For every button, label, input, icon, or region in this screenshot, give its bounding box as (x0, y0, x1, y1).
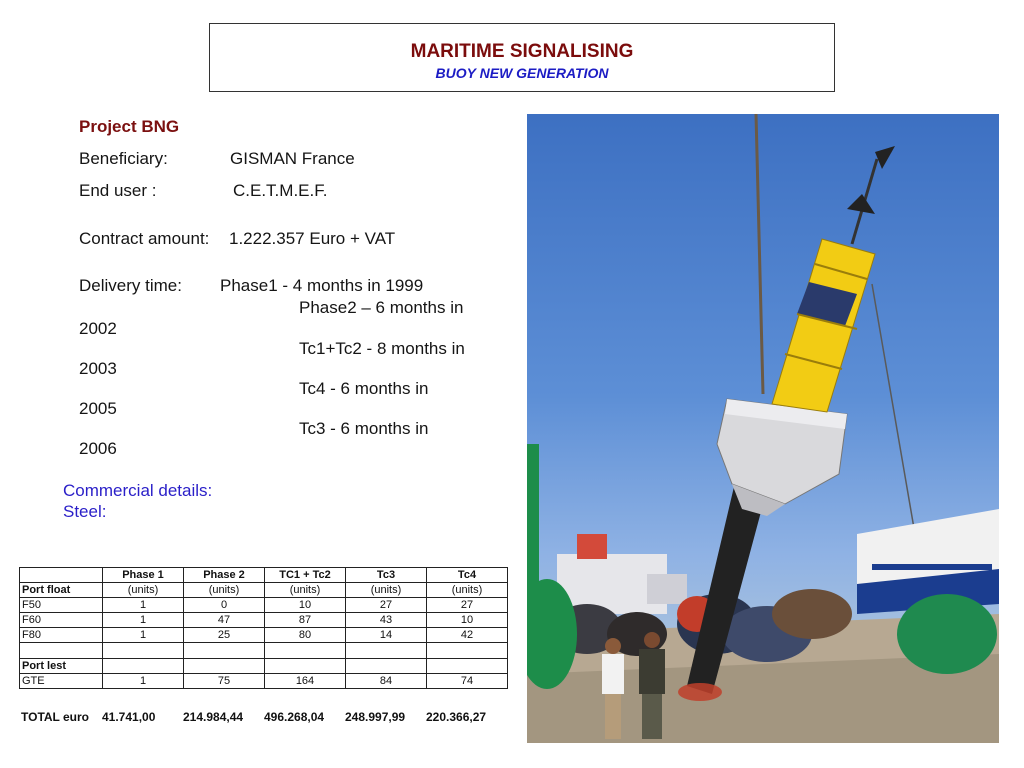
table-cell: 25 (184, 628, 265, 643)
table-cell: F80 (20, 628, 103, 643)
table-cell: 1 (103, 613, 184, 628)
table-cell: Port float (20, 583, 103, 598)
table-header-cell: Tc3 (346, 568, 427, 583)
table-cell: 84 (346, 674, 427, 689)
table-cell (346, 643, 427, 659)
buoy-photo-icon (527, 114, 999, 743)
table-cell: 43 (346, 613, 427, 628)
table-cell: 10 (265, 598, 346, 613)
table-cell: 1 (103, 598, 184, 613)
table-cell: 80 (265, 628, 346, 643)
delivery-label: Delivery time: (79, 276, 182, 295)
table-cell: GTE (20, 674, 103, 689)
beneficiary-label: Beneficiary: (79, 149, 168, 168)
table-cell: F50 (20, 598, 103, 613)
table-cell: 1 (103, 674, 184, 689)
table-cell: (units) (103, 583, 184, 598)
table-cell: F60 (20, 613, 103, 628)
contract-label: Contract amount: (79, 229, 210, 248)
table-cell: 74 (427, 674, 508, 689)
delivery-phase1: Phase1 - 4 months in 1999 (220, 276, 424, 295)
page-title: MARITIME SIGNALISING (410, 41, 634, 62)
table-header-cell: Phase 2 (184, 568, 265, 583)
table-cell: (units) (346, 583, 427, 598)
contract-value: 1.222.357 Euro + VAT (229, 229, 396, 248)
table-cell (184, 643, 265, 659)
delivery-tc12-year: 2003 (79, 359, 117, 378)
table-cell: 75 (184, 674, 265, 689)
total-tc4: 220.366,27 (426, 710, 487, 724)
delivery-phase2-year: 2002 (79, 319, 117, 338)
total-tc1-tc2: 496.268,04 (264, 710, 325, 724)
units-table-grid (19, 567, 508, 689)
table-cell (103, 659, 184, 674)
table-cell: (units) (184, 583, 265, 598)
table-cell: 1 (103, 628, 184, 643)
table-cell (346, 659, 427, 674)
total-phase1: 41.741,00 (102, 710, 156, 724)
end-user-value: C.E.T.M.E.F. (233, 181, 328, 200)
table-cell (20, 643, 103, 659)
table-cell: 164 (265, 674, 346, 689)
table-row (20, 583, 508, 598)
table-cell: 27 (427, 598, 508, 613)
table-header-cell: Phase 1 (103, 568, 184, 583)
table-cell (265, 659, 346, 674)
project-name: Project BNG (79, 117, 180, 136)
total-tc3: 248.997,99 (345, 710, 406, 724)
end-user-label: End user : (79, 181, 157, 200)
table-row (20, 628, 508, 643)
table-cell: 47 (184, 613, 265, 628)
table-row (20, 659, 508, 674)
delivery-tc12: Tc1+Tc2 - 8 months in (299, 339, 465, 358)
delivery-tc4-year: 2005 (79, 399, 117, 418)
total-phase2: 214.984,44 (183, 710, 244, 724)
table-cell (184, 659, 265, 674)
table-cell (103, 643, 184, 659)
table-header-row (20, 568, 508, 583)
delivery-tc3-year: 2006 (79, 439, 117, 458)
table-cell: (units) (427, 583, 508, 598)
delivery-phase2: Phase2 – 6 months in (299, 298, 464, 317)
beneficiary-value: GISMAN France (230, 149, 355, 168)
table-row (20, 598, 508, 613)
table-cell: 42 (427, 628, 508, 643)
table-cell (427, 659, 508, 674)
table-row (20, 613, 508, 628)
table-cell: Port lest (20, 659, 103, 674)
table-cell: 27 (346, 598, 427, 613)
table-header-cell: TC1 + Tc2 (265, 568, 346, 583)
page-subtitle: BUOY NEW GENERATION (435, 65, 609, 81)
steel-label: Steel: (63, 502, 107, 521)
table-cell: 14 (346, 628, 427, 643)
delivery-tc3: Tc3 - 6 months in (299, 419, 429, 438)
table-cell: 87 (265, 613, 346, 628)
delivery-tc4: Tc4 - 6 months in (299, 379, 429, 398)
table-cell: 0 (184, 598, 265, 613)
table-header-cell (20, 568, 103, 583)
table-cell: (units) (265, 583, 346, 598)
table-header-cell: Tc4 (427, 568, 508, 583)
units-table (19, 567, 508, 689)
table-row (20, 674, 508, 689)
title-box (209, 23, 835, 92)
commercial-details-label: Commercial details: (63, 481, 213, 500)
buoy-photo (527, 114, 999, 743)
table-row (20, 643, 508, 659)
table-cell (265, 643, 346, 659)
totals-label: TOTAL euro (21, 710, 90, 724)
table-cell: 10 (427, 613, 508, 628)
table-cell (427, 643, 508, 659)
